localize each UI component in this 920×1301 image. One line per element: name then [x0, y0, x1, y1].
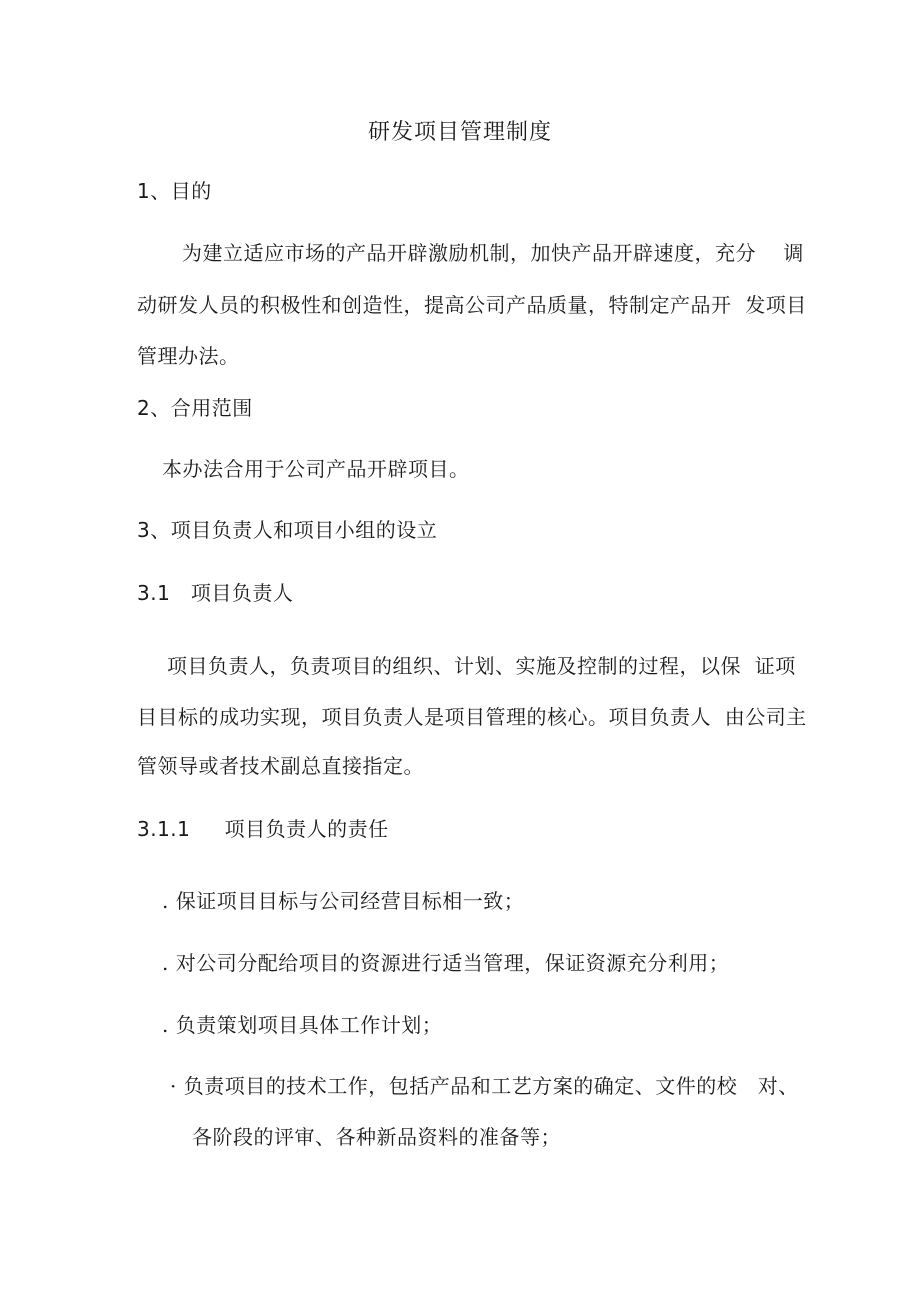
- section-3-1-paragraph-line-1: 项目负责人，负责项目的组织、计划、实施及控制的过程，以保 证项: [167, 654, 796, 678]
- section-3-1-paragraph-line-2: 目目标的成功实现，项目负责人是项目管理的核心。项目负责人 由公司主: [137, 705, 807, 729]
- list-item-continuation: 各阶段的评审、各种新品资料的准备等；: [192, 1125, 561, 1149]
- list-item: . 保证项目目标与公司经营目标相一致；: [162, 889, 525, 913]
- section-3-heading: 3、项目负责人和项目小组的设立: [137, 518, 438, 542]
- section-3-1-heading: 3.1 项目负责人: [137, 581, 294, 605]
- section-1-heading: 1、目的: [137, 179, 212, 203]
- document-title: 研发项目管理制度: [367, 120, 552, 145]
- section-1-paragraph-line-1: 为建立适应市场的产品开辟激励机制，加快产品开辟速度，充分 调: [182, 241, 804, 265]
- list-item: . 负责策划项目具体工作计划；: [162, 1013, 443, 1037]
- list-item: · 负责项目的技术工作，包括产品和工艺方案的确定、文件的校 对、: [170, 1074, 799, 1098]
- section-3-1-1-heading: 3.1.1 项目负责人的责任: [137, 817, 389, 841]
- section-1-paragraph-line-3: 管理办法。: [137, 344, 240, 368]
- section-3-1-paragraph-line-3: 管领导或者技术副总直接指定。: [137, 754, 424, 778]
- section-2-paragraph: 本办法合用于公司产品开辟项目。: [162, 457, 470, 481]
- section-2-heading: 2、合用范围: [137, 396, 253, 420]
- list-item: . 对公司分配给项目的资源进行适当管理，保证资源充分利用；: [162, 951, 730, 975]
- section-1-paragraph-line-2: 动研发人员的积极性和创造性，提高公司产品质量，特制定产品开 发项目: [137, 293, 807, 317]
